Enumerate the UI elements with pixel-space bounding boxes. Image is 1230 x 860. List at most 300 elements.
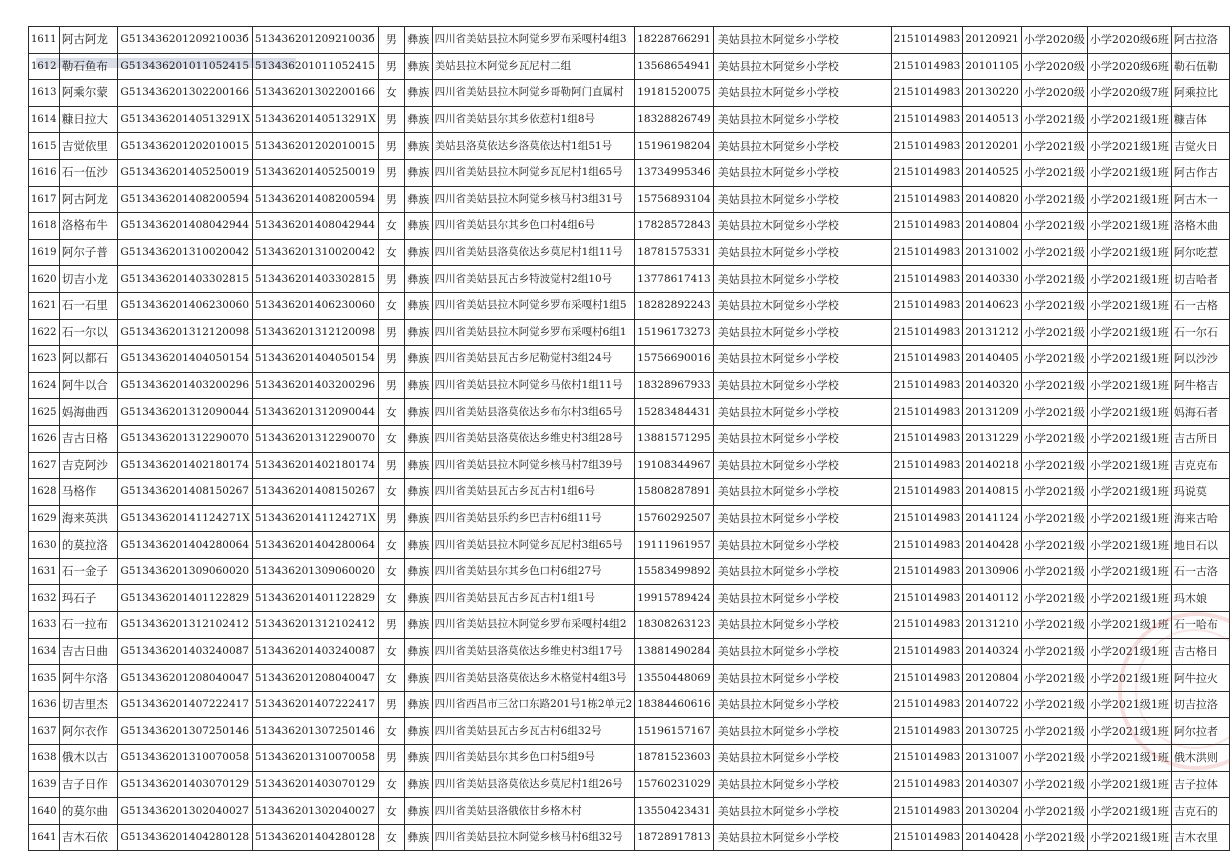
student-name-cell: 洛格布牛: [59, 213, 117, 240]
class-cell: 小学2021级1班: [1087, 612, 1171, 639]
row-number-cell: 1611: [29, 27, 60, 54]
table-row: [29, 133, 1230, 160]
table-row: [29, 798, 1230, 825]
row-number-cell: 1612: [29, 53, 60, 80]
guardian-name-cell: 妈海石者: [1171, 399, 1229, 426]
row-number-cell: 1621: [29, 292, 60, 319]
student-code-cell: G513436201402180174: [118, 452, 252, 479]
table-row: [29, 425, 1230, 452]
address-cell: 四川省美姑县尔其乡色口村4组6号: [432, 213, 635, 240]
guardian-name-cell: 阿以沙沙: [1171, 346, 1229, 373]
class-cell: 小学2021级1班: [1087, 824, 1171, 851]
row-number-cell: 1636: [29, 691, 60, 718]
address-cell: 四川省美姑县洛莫依达乡莫尼村1组11号: [432, 239, 635, 266]
student-name-cell: 阿尔衣作: [59, 718, 117, 745]
birth-date-cell: 20140330: [963, 266, 1021, 293]
sex-cell: 女: [378, 425, 404, 452]
guardian-name-cell: 吉克克布: [1171, 452, 1229, 479]
address-cell: 四川省美姑县洛莫依达乡木格觉村4组3号: [432, 665, 635, 692]
student-name-cell: 石一金子: [59, 558, 117, 585]
school-code-cell: 2151014983: [891, 53, 963, 80]
student-code-cell: G513436201302040027: [118, 798, 252, 825]
grade-cell: 小学2021级: [1021, 213, 1087, 240]
phone-cell: 15760292507: [635, 505, 714, 532]
guardian-name-cell: 吉古所日: [1171, 425, 1229, 452]
school-code-cell: 2151014983: [891, 505, 963, 532]
school-name-cell: 美姑县拉木阿觉乡小学校: [713, 53, 891, 80]
ethnicity-cell: 彝族: [404, 266, 432, 293]
grade-cell: 小学2021级: [1021, 346, 1087, 373]
row-number-cell: 1635: [29, 665, 60, 692]
guardian-name-cell: 吉古格日: [1171, 638, 1229, 665]
grade-cell: 小学2021级: [1021, 824, 1087, 851]
school-code-cell: 2151014983: [891, 745, 963, 772]
row-number-cell: 1634: [29, 638, 60, 665]
address-cell: 美姑县拉木阿觉乡瓦尼村二组: [432, 53, 635, 80]
grade-cell: 小学2021级: [1021, 266, 1087, 293]
school-code-cell: 2151014983: [891, 479, 963, 506]
student-name-cell: 吉古日曲: [59, 638, 117, 665]
row-number-cell: 1629: [29, 505, 60, 532]
row-number-cell: 1638: [29, 745, 60, 772]
student-code-cell: G513436201011052415: [118, 53, 252, 80]
id-number-cell: 513436201406230060: [252, 292, 378, 319]
address-cell: 四川省美姑县拉木阿觉乡核马村7组39号: [432, 452, 635, 479]
id-number-cell: 513436201312120098: [252, 319, 378, 346]
class-cell: 小学2020级7班: [1087, 80, 1171, 107]
student-code-cell: G513436201403240087: [118, 638, 252, 665]
row-number-cell: 1637: [29, 718, 60, 745]
ethnicity-cell: 彝族: [404, 239, 432, 266]
phone-cell: 13734995346: [635, 159, 714, 186]
student-code-cell: G51343620120921003б: [118, 27, 252, 54]
school-code-cell: 2151014983: [891, 266, 963, 293]
student-name-cell: 阿牛以合: [59, 372, 117, 399]
row-number-cell: 1625: [29, 399, 60, 426]
phone-cell: 13550423431: [635, 798, 714, 825]
phone-cell: 15756893104: [635, 186, 714, 213]
phone-cell: 18728917813: [635, 824, 714, 851]
phone-cell: 15583499892: [635, 558, 714, 585]
class-cell: 小学2021级1班: [1087, 292, 1171, 319]
school-code-cell: 2151014983: [891, 691, 963, 718]
class-cell: 小学2021级1班: [1087, 505, 1171, 532]
guardian-name-cell: 石一古格: [1171, 292, 1229, 319]
id-number-cell: 513436201408200594: [252, 186, 378, 213]
ethnicity-cell: 彝族: [404, 213, 432, 240]
guardian-name-cell: 石一尔石: [1171, 319, 1229, 346]
birth-date-cell: 20131210: [963, 612, 1021, 639]
student-name-cell: 的莫尔曲: [59, 798, 117, 825]
birth-date-cell: 20130220: [963, 80, 1021, 107]
student-code-cell: G513436201408150267: [118, 479, 252, 506]
birth-date-cell: 20120921: [963, 27, 1021, 54]
student-code-cell: G513436201312120098: [118, 319, 252, 346]
grade-cell: 小学2021级: [1021, 399, 1087, 426]
school-name-cell: 美姑县拉木阿觉乡小学校: [713, 505, 891, 532]
class-cell: 小学2021级1班: [1087, 532, 1171, 559]
birth-date-cell: 20140623: [963, 292, 1021, 319]
school-code-cell: 2151014983: [891, 798, 963, 825]
class-cell: 小学2021级1班: [1087, 399, 1171, 426]
class-cell: 小学2021级1班: [1087, 479, 1171, 506]
student-code-cell: G51343620140513291X: [118, 106, 252, 133]
id-number-cell: 513436201310020042: [252, 239, 378, 266]
birth-date-cell: 20140428: [963, 824, 1021, 851]
id-number-cell: 513436201307250146: [252, 718, 378, 745]
row-number-cell: 1631: [29, 558, 60, 585]
id-number-cell: 513436201403240087: [252, 638, 378, 665]
phone-cell: 13881571295: [635, 425, 714, 452]
guardian-name-cell: 阿古作古: [1171, 159, 1229, 186]
school-code-cell: 2151014983: [891, 612, 963, 639]
school-code-cell: 2151014983: [891, 638, 963, 665]
ethnicity-cell: 彝族: [404, 771, 432, 798]
student-name-cell: 石一拉布: [59, 612, 117, 639]
grade-cell: 小学2021级: [1021, 479, 1087, 506]
table-row: [29, 106, 1230, 133]
school-name-cell: 美姑县拉木阿觉乡小学校: [713, 638, 891, 665]
birth-date-cell: 20140815: [963, 479, 1021, 506]
id-number-cell: 513436201011052415: [252, 53, 378, 80]
school-code-cell: 2151014983: [891, 425, 963, 452]
school-name-cell: 美姑县拉木阿觉乡小学校: [713, 319, 891, 346]
school-code-cell: 2151014983: [891, 27, 963, 54]
student-name-cell: 糠日拉大: [59, 106, 117, 133]
student-roster-table: [28, 26, 1230, 851]
address-cell: 四川省美姑县瓦古乡尼勒觉村3组24号: [432, 346, 635, 373]
student-name-cell: 石一石里: [59, 292, 117, 319]
birth-date-cell: 20131209: [963, 399, 1021, 426]
school-code-cell: 2151014983: [891, 771, 963, 798]
row-number-cell: 1613: [29, 80, 60, 107]
school-name-cell: 美姑县拉木阿觉乡小学校: [713, 399, 891, 426]
student-name-cell: 石一伍沙: [59, 159, 117, 186]
class-cell: 小学2021级1班: [1087, 665, 1171, 692]
student-name-cell: 马格作: [59, 479, 117, 506]
address-cell: 四川省美姑县拉木阿觉乡核马村6组32号: [432, 824, 635, 851]
birth-date-cell: 20130725: [963, 718, 1021, 745]
ethnicity-cell: 彝族: [404, 372, 432, 399]
student-name-cell: 吉觉依里: [59, 133, 117, 160]
class-cell: 小学2021级1班: [1087, 319, 1171, 346]
school-code-cell: 2151014983: [891, 718, 963, 745]
grade-cell: 小学2021级: [1021, 292, 1087, 319]
birth-date-cell: 20140722: [963, 691, 1021, 718]
school-name-cell: 美姑县拉木阿觉乡小学校: [713, 585, 891, 612]
birth-date-cell: 20140820: [963, 186, 1021, 213]
table-row: [29, 399, 1230, 426]
class-cell: 小学2021级1班: [1087, 346, 1171, 373]
school-name-cell: 美姑县拉木阿觉乡小学校: [713, 824, 891, 851]
grade-cell: 小学2021级: [1021, 745, 1087, 772]
guardian-name-cell: 阿古拉洛: [1171, 27, 1229, 54]
address-cell: 四川省美姑县拉木阿觉乡罗布采嘎村4组2: [432, 612, 635, 639]
student-name-cell: 吉木石依: [59, 824, 117, 851]
birth-date-cell: 20140320: [963, 372, 1021, 399]
student-code-cell: G513436201404050154: [118, 346, 252, 373]
guardian-name-cell: 切吉哈者: [1171, 266, 1229, 293]
grade-cell: 小学2021级: [1021, 452, 1087, 479]
birth-date-cell: 20140513: [963, 106, 1021, 133]
address-cell: 四川省美姑县洛莫依达乡维史村3组28号: [432, 425, 635, 452]
id-number-cell: 51343620120921003б: [252, 27, 378, 54]
phone-cell: 13568654941: [635, 53, 714, 80]
school-name-cell: 美姑县拉木阿觉乡小学校: [713, 479, 891, 506]
school-code-cell: 2151014983: [891, 558, 963, 585]
sex-cell: 男: [378, 133, 404, 160]
grade-cell: 小学2020级: [1021, 53, 1087, 80]
table-row: [29, 691, 1230, 718]
school-name-cell: 美姑县拉木阿觉乡小学校: [713, 558, 891, 585]
sex-cell: 女: [378, 80, 404, 107]
table-row: [29, 159, 1230, 186]
row-number-cell: 1623: [29, 346, 60, 373]
grade-cell: 小学2021级: [1021, 798, 1087, 825]
guardian-name-cell: 切吉拉洛: [1171, 691, 1229, 718]
student-name-cell: 阿古阿龙: [59, 27, 117, 54]
sex-cell: 男: [378, 452, 404, 479]
sex-cell: 男: [378, 319, 404, 346]
phone-cell: 19915789424: [635, 585, 714, 612]
address-cell: 四川省美姑县拉木阿觉乡核马村3组31号: [432, 186, 635, 213]
student-name-cell: 石一尔以: [59, 319, 117, 346]
class-cell: 小学2021级1班: [1087, 558, 1171, 585]
table-row: [29, 745, 1230, 772]
row-number-cell: 1617: [29, 186, 60, 213]
student-name-cell: 切吉小龙: [59, 266, 117, 293]
sex-cell: 男: [378, 53, 404, 80]
address-cell: 四川省美姑县拉木阿觉乡罗布采嘎村6组1: [432, 319, 635, 346]
birth-date-cell: 20140525: [963, 159, 1021, 186]
grade-cell: 小学2021级: [1021, 133, 1087, 160]
address-cell: 四川省美姑县乐约乡巴吉村6组11号: [432, 505, 635, 532]
student-name-cell: 吉古日格: [59, 425, 117, 452]
ethnicity-cell: 彝族: [404, 691, 432, 718]
address-cell: 四川省美姑县尔其乡色口村6组27号: [432, 558, 635, 585]
id-number-cell: 513436201404280064: [252, 532, 378, 559]
table-row: [29, 266, 1230, 293]
birth-date-cell: 20130906: [963, 558, 1021, 585]
guardian-name-cell: 阿古木一: [1171, 186, 1229, 213]
phone-cell: 17828572843: [635, 213, 714, 240]
id-number-cell: 513436201408150267: [252, 479, 378, 506]
phone-cell: 19108344967: [635, 452, 714, 479]
phone-cell: 15196157167: [635, 718, 714, 745]
address-cell: 四川省美姑县洛莫依达乡布尔村3组65号: [432, 399, 635, 426]
id-number-cell: 513436201403302815: [252, 266, 378, 293]
ethnicity-cell: 彝族: [404, 638, 432, 665]
guardian-name-cell: 石一哈布: [1171, 612, 1229, 639]
address-cell: 四川省美姑县拉木阿觉乡瓦尼村1组65号: [432, 159, 635, 186]
guardian-name-cell: 玛说莫: [1171, 479, 1229, 506]
school-code-cell: 2151014983: [891, 292, 963, 319]
address-cell: 四川省美姑县尔其乡依惹村1组8号: [432, 106, 635, 133]
guardian-name-cell: 玛木娘: [1171, 585, 1229, 612]
phone-cell: 18328826749: [635, 106, 714, 133]
id-number-cell: 513436201312090044: [252, 399, 378, 426]
birth-date-cell: 20130204: [963, 798, 1021, 825]
ethnicity-cell: 彝族: [404, 186, 432, 213]
class-cell: 小学2021级1班: [1087, 133, 1171, 160]
guardian-name-cell: 糠吉体: [1171, 106, 1229, 133]
class-cell: 小学2021级1班: [1087, 771, 1171, 798]
ethnicity-cell: 彝族: [404, 106, 432, 133]
class-cell: 小学2021级1班: [1087, 159, 1171, 186]
table-row: [29, 213, 1230, 240]
class-cell: 小学2021级1班: [1087, 585, 1171, 612]
student-name-cell: 的莫拉洛: [59, 532, 117, 559]
id-number-cell: 513436201405250019: [252, 159, 378, 186]
guardian-name-cell: 石一古洛: [1171, 558, 1229, 585]
ethnicity-cell: 彝族: [404, 452, 432, 479]
id-number-cell: 513436201402180174: [252, 452, 378, 479]
grade-cell: 小学2021级: [1021, 106, 1087, 133]
class-cell: 小学2021级1班: [1087, 186, 1171, 213]
student-code-cell: G513436201404280128: [118, 824, 252, 851]
student-code-cell: G513436201310020042: [118, 239, 252, 266]
table-row: [29, 585, 1230, 612]
address-cell: 四川省美姑县拉木阿觉乡罗布采嘎村1组5: [432, 292, 635, 319]
school-code-cell: 2151014983: [891, 346, 963, 373]
birth-date-cell: 20141124: [963, 505, 1021, 532]
class-cell: 小学2021级1班: [1087, 691, 1171, 718]
student-name-cell: 阿乘尔蒙: [59, 80, 117, 107]
guardian-name-cell: 阿牛格吉: [1171, 372, 1229, 399]
student-code-cell: G513436201307250146: [118, 718, 252, 745]
guardian-name-cell: 地日石以: [1171, 532, 1229, 559]
ethnicity-cell: 彝族: [404, 585, 432, 612]
student-name-cell: 阿牛尔洛: [59, 665, 117, 692]
ethnicity-cell: 彝族: [404, 718, 432, 745]
school-name-cell: 美姑县拉木阿觉乡小学校: [713, 532, 891, 559]
table-row: [29, 80, 1230, 107]
id-number-cell: 51343620141124271X: [252, 505, 378, 532]
table-row: [29, 718, 1230, 745]
id-number-cell: 513436201401122829: [252, 585, 378, 612]
student-code-cell: G513436201403200296: [118, 372, 252, 399]
student-code-cell: G513436201312090044: [118, 399, 252, 426]
guardian-name-cell: 海来古哈: [1171, 505, 1229, 532]
class-cell: 小学2021级1班: [1087, 213, 1171, 240]
grade-cell: 小学2021级: [1021, 665, 1087, 692]
grade-cell: 小学2021级: [1021, 159, 1087, 186]
ethnicity-cell: 彝族: [404, 745, 432, 772]
sex-cell: 男: [378, 266, 404, 293]
school-name-cell: 美姑县拉木阿觉乡小学校: [713, 133, 891, 160]
address-cell: 四川省美姑县洛莫依达乡维史村3组17号: [432, 638, 635, 665]
school-name-cell: 美姑县拉木阿觉乡小学校: [713, 159, 891, 186]
school-name-cell: 美姑县拉木阿觉乡小学校: [713, 771, 891, 798]
grade-cell: 小学2021级: [1021, 186, 1087, 213]
roster-rows: [29, 27, 1230, 851]
sex-cell: 女: [378, 771, 404, 798]
student-code-cell: G51343620141124271X: [118, 505, 252, 532]
school-code-cell: 2151014983: [891, 452, 963, 479]
student-code-cell: G513436201312290070: [118, 425, 252, 452]
grade-cell: 小学2021级: [1021, 585, 1087, 612]
table-row: [29, 771, 1230, 798]
ethnicity-cell: 彝族: [404, 505, 432, 532]
address-cell: 四川省美姑县瓦古乡瓦古村6组32号: [432, 718, 635, 745]
ethnicity-cell: 彝族: [404, 558, 432, 585]
student-name-cell: 海来英洪: [59, 505, 117, 532]
birth-date-cell: 20140428: [963, 532, 1021, 559]
grade-cell: 小学2021级: [1021, 319, 1087, 346]
id-number-cell: 513436201403070129: [252, 771, 378, 798]
student-code-cell: G513436201404280064: [118, 532, 252, 559]
student-code-cell: G513436201406230060: [118, 292, 252, 319]
grade-cell: 小学2021级: [1021, 718, 1087, 745]
table-row: [29, 479, 1230, 506]
student-name-cell: 玛石子: [59, 585, 117, 612]
grade-cell: 小学2021级: [1021, 558, 1087, 585]
id-number-cell: 513436201408042944: [252, 213, 378, 240]
class-cell: 小学2021级1班: [1087, 718, 1171, 745]
school-code-cell: 2151014983: [891, 106, 963, 133]
ethnicity-cell: 彝族: [404, 159, 432, 186]
row-number-cell: 1627: [29, 452, 60, 479]
table-row: [29, 346, 1230, 373]
address-cell: 四川省美姑县拉木阿觉乡哥勒阿门直属村: [432, 80, 635, 107]
table-row: [29, 452, 1230, 479]
school-name-cell: 美姑县拉木阿觉乡小学校: [713, 798, 891, 825]
class-cell: 小学2020级6班: [1087, 53, 1171, 80]
guardian-name-cell: 阿尔吃惹: [1171, 239, 1229, 266]
ethnicity-cell: 彝族: [404, 346, 432, 373]
birth-date-cell: 20131002: [963, 239, 1021, 266]
address-cell: 四川省美姑县拉木阿觉乡马依村1组11号: [432, 372, 635, 399]
school-name-cell: 美姑县拉木阿觉乡小学校: [713, 612, 891, 639]
ethnicity-cell: 彝族: [404, 133, 432, 160]
address-cell: 美姑县洛莫依达乡洛莫依达村1组51号: [432, 133, 635, 160]
table-row: [29, 612, 1230, 639]
birth-date-cell: 20140218: [963, 452, 1021, 479]
student-name-cell: 勒石鱼布: [59, 53, 117, 80]
row-number-cell: 1632: [29, 585, 60, 612]
address-cell: 四川省美姑县尔其乡色口村5组9号: [432, 745, 635, 772]
sex-cell: 女: [378, 585, 404, 612]
student-code-cell: G513436201309060020: [118, 558, 252, 585]
row-number-cell: 1622: [29, 319, 60, 346]
ethnicity-cell: 彝族: [404, 425, 432, 452]
address-cell: 四川省西昌市三岔口东路201号1栋2单元2: [432, 691, 635, 718]
id-number-cell: 513436201404050154: [252, 346, 378, 373]
student-code-cell: G513436201407222417: [118, 691, 252, 718]
class-cell: 小学2021级1班: [1087, 425, 1171, 452]
id-number-cell: 513436201312290070: [252, 425, 378, 452]
row-number-cell: 1618: [29, 213, 60, 240]
birth-date-cell: 20140324: [963, 638, 1021, 665]
id-number-cell: 51343620140513291X: [252, 106, 378, 133]
student-code-cell: G513436201403302815: [118, 266, 252, 293]
phone-cell: 15283484431: [635, 399, 714, 426]
guardian-name-cell: 阿牛拉火: [1171, 665, 1229, 692]
table-row: [29, 292, 1230, 319]
phone-cell: 18308263123: [635, 612, 714, 639]
school-code-cell: 2151014983: [891, 186, 963, 213]
phone-cell: 15196173273: [635, 319, 714, 346]
ethnicity-cell: 彝族: [404, 399, 432, 426]
sex-cell: 女: [378, 718, 404, 745]
phone-cell: 18228766291: [635, 27, 714, 54]
school-name-cell: 美姑县拉木阿觉乡小学校: [713, 186, 891, 213]
school-code-cell: 2151014983: [891, 532, 963, 559]
sex-cell: 男: [378, 505, 404, 532]
sex-cell: 女: [378, 824, 404, 851]
birth-date-cell: 20131229: [963, 425, 1021, 452]
id-number-cell: 513436201309060020: [252, 558, 378, 585]
